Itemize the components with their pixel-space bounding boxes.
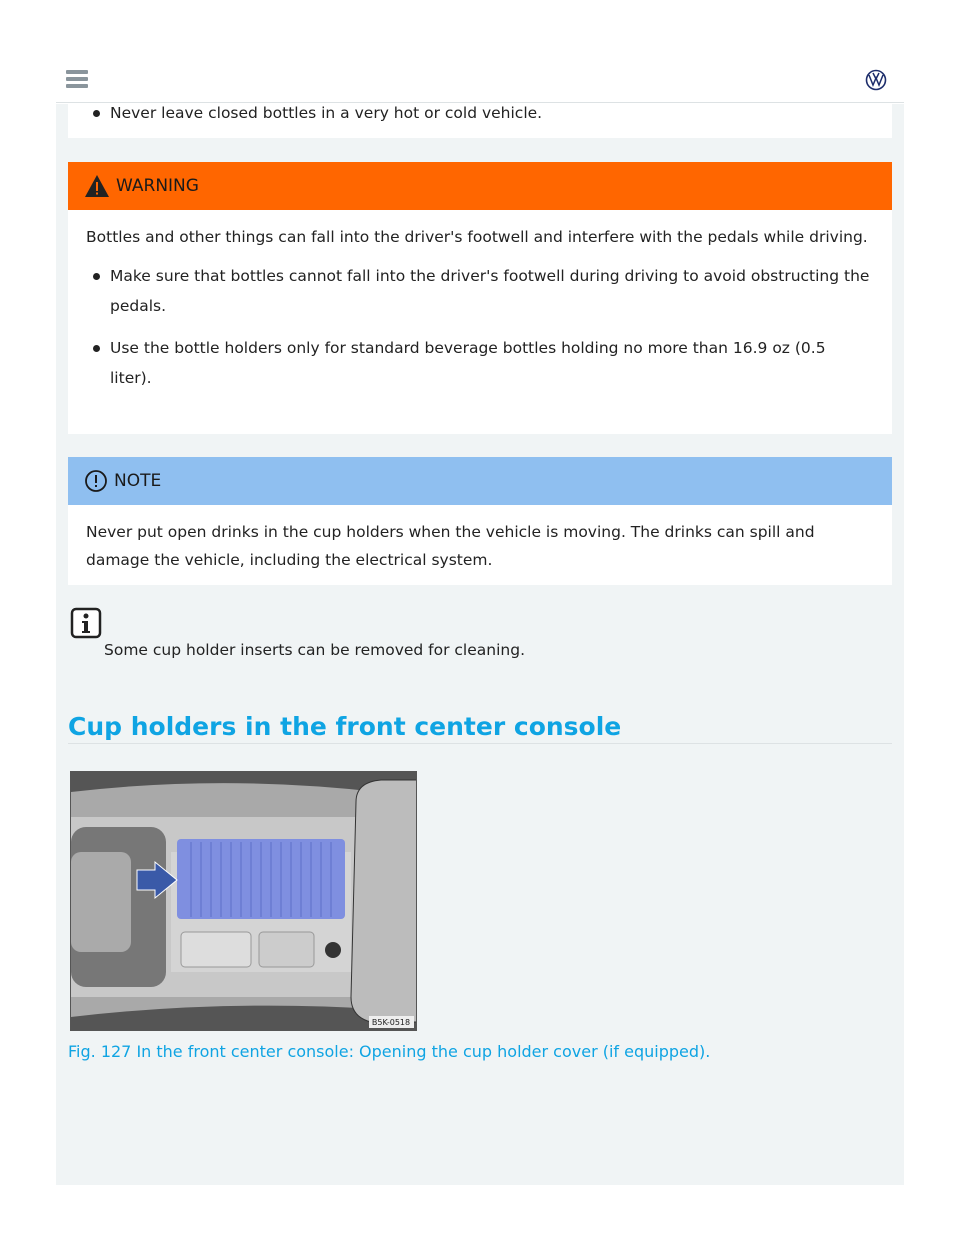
note-box <box>68 457 892 585</box>
note-header <box>68 457 892 505</box>
warning-text: Bottles and other things can fall into the driver's footwell and interfere with the pedals while driving. <box>86 228 868 246</box>
list-item: Use the bottle holders only for standard beverage bottles holding no more than 16.9 oz (0.5 liter). <box>68 333 892 393</box>
warning-triangle-icon <box>84 174 110 198</box>
note-text: Never put open drinks in the cup holders when the vehicle is moving. The drinks can spill and damage the vehicle, including the electrical system. <box>86 523 815 569</box>
info-text: Some cup holder inserts can be removed for cleaning. <box>104 641 525 659</box>
note-title: NOTE <box>114 471 162 491</box>
previous-list-box <box>68 104 892 138</box>
list-item: Make sure that bottles cannot fall into the driver's footwell during driving to avoid obstructing the pedals. <box>68 261 892 321</box>
figure-code: B5K-0518 <box>371 1018 411 1027</box>
list-item: Never leave closed bottles in a very hot or cold vehicle. <box>68 98 892 128</box>
warning-title: WARNING <box>116 176 199 196</box>
exclamation-circle-icon <box>84 469 108 493</box>
vw-logo-icon[interactable] <box>865 69 887 91</box>
info-icon <box>70 607 102 639</box>
hamburger-menu-icon[interactable] <box>66 70 88 88</box>
section-heading: Cup holders in the front center console <box>68 712 892 744</box>
figure-caption: Fig. 127 In the front center console: Opening the cup holder cover (if equipped). <box>68 1042 711 1061</box>
cup-holder-figure <box>70 771 417 1031</box>
warning-box <box>68 162 892 434</box>
warning-header <box>68 162 892 210</box>
top-bar <box>56 58 904 103</box>
manual-content <box>56 104 904 1185</box>
